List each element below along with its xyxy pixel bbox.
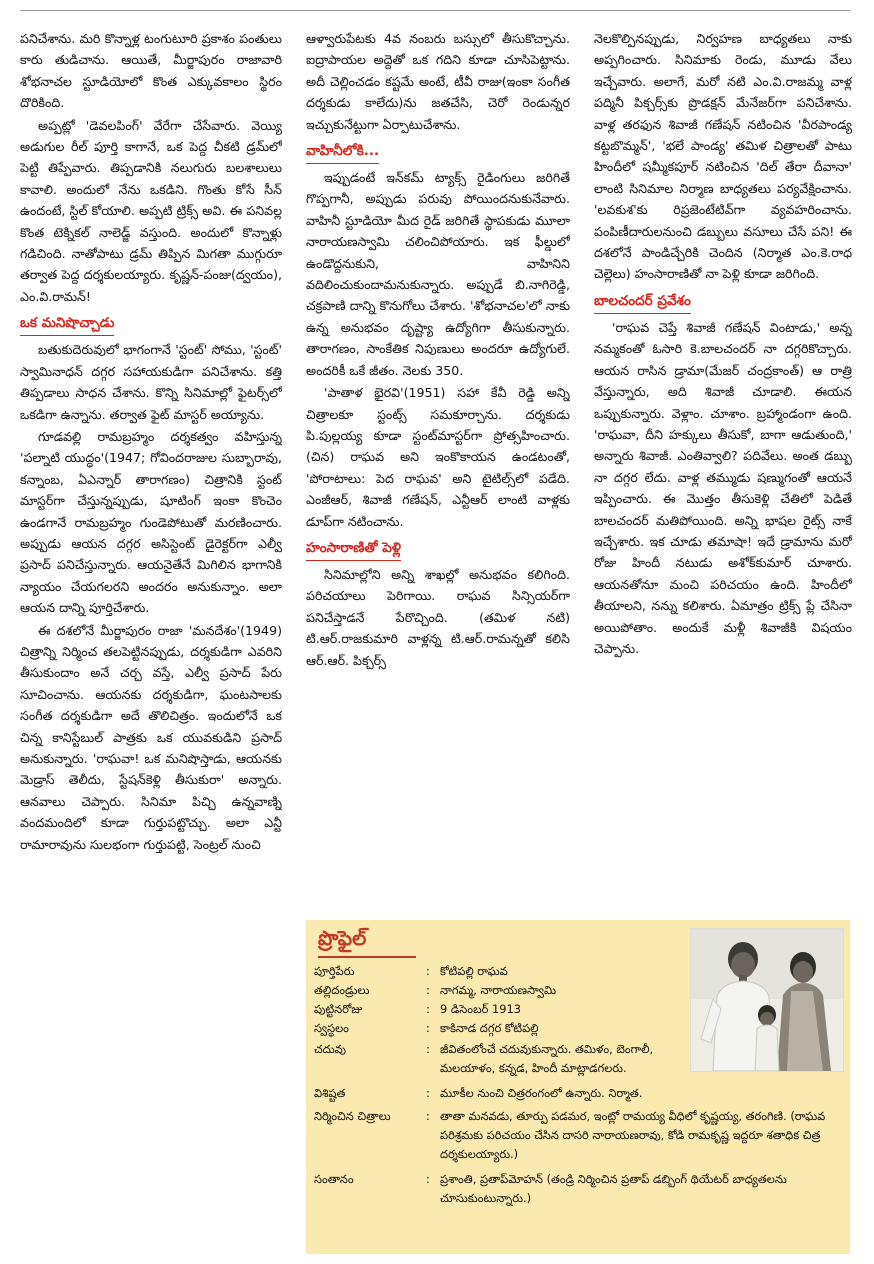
profile-value: కాకినాడ దగ్గర కోటిపల్లి	[440, 1021, 539, 1035]
subheading-hamsaranito-pelli: హంసారాణితో పెళ్లి	[306, 537, 401, 561]
profile-row	[314, 1000, 844, 1019]
paragraph: ఆళ్వారుపేటకు 4వ నంబరు బస్సులో తీసుకొచ్చాను. ఐద్రాపాయల అద్దెతో ఒక గదిని కూడా చూసిపెట్టాను. అదీ చెల్లించడం కష్టమే అంటే, టీవీ రాజు(ఇంకా సంగీత దర్శకుడు కాలేదు)ను జతచేసి, చెరో రెండున్నర ఇచ్చుకునేట్టుగా ఏర్పాటుచేశాను.	[306, 31, 570, 132]
profile-row	[314, 1019, 844, 1038]
profile-colon: :	[426, 1021, 430, 1035]
profile-value: జీవితంలోంచే చదువుకున్నారు. తమిళం, బెంగాలీ, మలయాళం, కన్నడ, హిందీ మాట్లాడగలరు.	[440, 1042, 654, 1075]
profile-colon: :	[426, 983, 430, 997]
top-rule	[20, 10, 850, 11]
profile-colon: :	[426, 1172, 430, 1186]
profile-row	[314, 962, 844, 981]
article-column-3	[594, 28, 852, 913]
profile-label: నిర్మించిన చిత్రాలు	[314, 1109, 391, 1123]
paragraph: గూడవల్లి రామబ్రహ్మం దర్శకత్వం వహిస్తున్న 'పల్నాటి యుద్ధం'(1947; గోవిందరాజుల సుబ్బారావు, కన్నాంబ, ఏఎన్నార్ తారాగణం) చిత్రానికి స్టంట్ మాస్టర్‌గా చేస్తున్నప్పుడు, షూటింగ్ ఇంకా కొంచెం ఉండగానే రామబ్రహ్మం గుండెపోటుతో మరణించారు. అప్పుడు ఆయన దగ్గర అసిస్టెంట్ డైరెక్టర్‌గా ఎల్వీ ప్రసాద్ పనిచేస్తున్నారు. ఆయనైతేనే మిగిలిన భాగానికి న్యాయం చేయగలరని అందరం అనుకున్నాం. అలా ఆయన దాన్ని పూర్తిచేశారు.	[20, 428, 282, 616]
paragraph: ఇప్పుడంటే ఇన్‌కమ్ ట్యాక్స్ రైడింగులు జరిగితే గొప్పగానీ, అప్పుడు పరువు పోయిందనుకునేవారు. వాహినీ స్టూడియో మీద రైడ్ జరిగితే స్థాపకుడు మూలా నారాయణస్వామి చలించిపోయారు. ఇక ఫీల్డులో ఉండొద్దనుకుని, వాహినిని వదిలించుకుందామనుకున్నారు. అప్పుడే బి.నాగిరెడ్డి, చక్రపాణి దాన్ని కొనుగోలు చేశారు. 'శోభనాచల'లో నాకు ఉన్న అనుభవం దృష్ట్యా ఉద్యోగిగా తీసుకున్నారు. తారాగణం, సాంకేతిక నిపుణులు అందరూ ఉద్యోగులే. అందరికీ ఒకే జీతం. నెలకు 350.	[306, 170, 570, 378]
profile-colon: :	[426, 1042, 430, 1056]
subheading-balachandar-pravesham: బాలచందర్ ప్రవేశం	[594, 290, 691, 314]
profile-box	[306, 920, 850, 1254]
profile-row	[314, 1170, 844, 1208]
profile-value: తాతా మనవడు, తూర్పు పడమర, ఇంట్లో రామయ్య వీధిలో కృష్ణయ్య, తరంగిణి. (రాఘవ పరిశ్రమకు పరిచయం చేసిన దాసరి నారాయణరావు, కోడి రామకృష్ణ ఇద్దరూ శతాధిక చిత్ర దర్శకులయ్యారు.)	[440, 1109, 826, 1161]
profile-label: విశిష్టత	[314, 1086, 346, 1100]
profile-table	[314, 962, 844, 1208]
profile-value: మూకీల నుంచి చిత్రరంగంలో ఉన్నారు. నిర్మాత.	[440, 1086, 643, 1100]
profile-colon: :	[426, 964, 430, 978]
paragraph: 'రాఘవ చెప్తే శివాజీ గణేషన్ వింటాడు,' అన్న నమ్మకంతో ఓసారి కె.బాలచందర్ నా దగ్గరికొచ్చారు. ఆయన రాసిన డ్రామా(మేజర్ చంద్రకాంత్) ఆ రాత్రి వేస్తున్నారు, అది శివాజీ చూడాలి. ఈయన ఒప్పుకున్నారు. వెళ్లాం. చూశాం. బ్రహ్మాండంగా ఉంది. 'రాఘవా, దీని హక్కులు తీసుకో, బాగా ఆడుతుంది,' అన్నారు శివాజీ. ఎంతివ్వాలి? పదివేలు. అంత డబ్బు నా దగ్గర లేదు. వాళ్ల తమ్ముడు షణ్ముగంతో ఆయనే ఇప్పించారు. ఈ మొత్తం తీసుకెళ్లి చేతిలో పెడితే బాలచందర్ మతిపోయింది. అన్ని భాషల రైట్స్ నాకే ఇచ్చేశారు. ఇక చూడు తమాషా! ఇదే డ్రామాను మరో రోజు హిందీ నటుడు అశోక్‌కుమార్ చూశారు. ఆయనతోనూ మంచి పరిచయం ఉంది. హిందీలో తీయాలని, నన్ను కలిశారు. ఏమాత్రం ట్రిక్స్ ప్లే చేసినా అయిపోతాం. అందుకే మళ్లీ శివాజీకి విషయం చెప్పాను.	[594, 319, 852, 656]
profile-value: 9 డిసెంబర్ 1913	[440, 1002, 521, 1016]
paragraph: ఈ దశలోనే మీర్జాపురం రాజా 'మనదేశం'(1949) చిత్రాన్ని నిర్మించ తలపెట్టినప్పుడు, దర్శకుడిగా ఎవరిని తీసుకుందాం అనే చర్చ వస్తే, ఎల్వీ ప్రసాద్ పేరు సూచించాను. ఆయనకు దర్శకుడిగా, ఘంటసాలకు సంగీత దర్శకుడిగా అదే తొలిచిత్రం. ఇందులోనే ఒక చిన్న కానిస్టేబుల్ పాత్రకు ఒక యువకుడిని ప్రసాద్ అనుకున్నారు. 'రాఘవా! ఒక మనిషొస్తాడు, ఆయనకు మెడ్రాస్ తెలీదు, స్టేషన్‌కెళ్లి తీసుకురా' అన్నారు. ఆనవాలు చెప్పారు. సినిమా పిచ్చి ఉన్నవాణ్ని వందమందిలో కూడా గుర్తుపట్టొచ్చు. అలా ఎన్టీ రామారావును సులభంగా గుర్తుపట్టి, సెంట్రల్ నుంచి	[20, 622, 282, 852]
article-column-2	[306, 28, 570, 913]
paragraph: బతుకుదెరువులో భాగంగానే 'స్టంట్' సోము, 'స్టంట్' స్వామినాధన్ దగ్గర సహాయకుడిగా పనిచేశాను. కత్తి తిప్పడాలు సాధన చేశాను. కొన్ని సినిమాల్లో ఫైటర్స్‌లో ఒకడిగా ఉన్నాను. తర్వాత ఫైట్ మాస్టర్ అయ్యాను.	[20, 342, 282, 422]
subheading-oka-manishochhadu: ఒక మనిషొచ్చాడు	[20, 312, 114, 336]
profile-colon: :	[426, 1086, 430, 1100]
paragraph: నెలకొల్పినప్పుడు, నిర్వహణ బాధ్యతలు నాకు అప్పగించారు. సినిమాకు రెండు, మూడు వేలు ఇచ్చేవారు. అలాగే, మరో నటి ఎం.వి.రాజమ్మ వాళ్ల పద్మినీ పిక్చర్స్‌కు ప్రొడక్షన్ మేనేజర్‌గా పనిచేశాను. వాళ్ల తరఫున శివాజీ గణేషన్ నటించిన 'వీరపాండ్య కట్టబొమ్మన్', 'భలే పాండ్య' తమిళ చిత్రాలతో పాటు హిందీలో షమ్మీకపూర్ నటించిన 'దిల్ తేరా దీవానా' లాంటి సినిమాల నిర్మాణ బాధ్యతలు పర్యవేక్షించాను. 'లవకుశ'కు రిప్రజెంటేటివ్‌గా వ్యవహరించాను. పంపిణీదారులనుంచి డబ్బులు వసూలు చేసే పని! ఈ దశలోనే పాండిచ్చేరికి చెందిన (నిర్మాత ఎం.కె.రాధ చెల్లెలు) హంసారాణితో నా పెళ్లి కూడా జరిగింది.	[594, 31, 852, 282]
profile-label: తల్లిదండ్రులు	[314, 983, 370, 997]
profile-row	[314, 1084, 844, 1103]
profile-row	[314, 1040, 844, 1078]
profile-label: పుట్టినరోజు	[314, 1002, 363, 1016]
profile-colon: :	[426, 1002, 430, 1016]
profile-heading: ప్రొఫైల్	[318, 926, 367, 950]
profile-value: ప్రశాంతి, ప్రతాప్‌మోహన్ (తండ్రి నిర్మించిన ప్రతాప్ డబ్బింగ్ థియేటర్ బాధ్యతలను చూసుకుంటున్నారు.)	[440, 1172, 787, 1205]
article-column-1	[20, 28, 282, 1253]
profile-row	[314, 981, 844, 1000]
profile-value: కోటిపల్లి రాఘవ	[440, 964, 508, 978]
profile-label: స్వస్థలం	[314, 1021, 349, 1035]
profile-label: చదువు	[314, 1042, 347, 1056]
subheading-vahinilo: వాహినీలోకి...	[306, 140, 379, 164]
paragraph: పనిచేశాను. మరి కొన్నాళ్ల టంగుటూరి ప్రకాశం పంతులు కారు తుడిచాను. ఆయితే, మీర్జాపురం రాజావారి శోభనాచల స్టూడియోలో కొంత ఎక్కువకాలం స్థిరం దొరికింది.	[20, 31, 282, 111]
profile-label: పూర్తిపేరు	[314, 964, 355, 978]
paragraph: అప్పట్లో 'డెవలపింగ్' వేరేగా చేసేవారు. వెయ్యి అడుగుల రీల్ పూర్తి కాగానే, ఒక పెద్ద చీకటి డ్రమ్‌లో పెట్టి తిప్పేవారు. తిప్పడానికి నలుగురు బలశాలులు కావాలి. అందులో నేను ఒకడిని. గొంతు కోసే సీన్ ఉందంటే, స్టిల్ కోయాలి. అప్పటి ట్రిక్స్ అవి. ఈ పనివల్ల కొంత టెక్నికల్ నాలెడ్జ్ వస్తుంది. అందులో కొన్నాళ్లు గడిచింది. నాతోపాటు డ్రమ్ తిప్పిన మిగతా ముగ్గురూ తర్వాత పెద్ద దర్శకులయ్యారు. కృష్ణన్-పంజు(ద్వయం), ఎం.వి.రామన్!	[20, 117, 282, 304]
paragraph: సినిమాల్లోని అన్ని శాఖల్లో అనుభవం కలిగింది. పరిచయాలు పెరిగాయి. రాఘవ సిన్సియర్‌గా పనిచేస్తాడనే పేరొచ్చింది. (తమిళ నటి) టి.ఆర్.రాజకుమారి వాళ్లన్న టి.ఆర్.రామన్నతో కలిసి ఆర్.ఆర్. పిక్చర్స్	[306, 566, 570, 668]
profile-label: సంతానం	[314, 1172, 354, 1186]
profile-value: నాగమ్మ, నారాయణస్వామి	[440, 983, 557, 997]
profile-row	[314, 1107, 844, 1164]
profile-colon: :	[426, 1109, 430, 1123]
profile-heading-underline	[318, 956, 416, 958]
paragraph: 'పాతాళ భైరవి'(1951) సహా కేవీ రెడ్డి అన్ని చిత్రాలకూ స్టంట్స్ సమకూర్చాను. దర్శకుడు పి.పుల్లయ్య కూడా స్టంట్‌మాస్టర్‌గా ప్రోత్సహించారు. (చిన) రాఘవ అని ఇంకొకాయన ఉండటంతో, 'పోరాటాలు: పెద రాఘవ' అని టైటిల్స్‌లో పడేది. ఎంజీఆర్, శివాజీ గణేషన్, ఎన్టీఆర్ లాంటి వాళ్లకు డూప్‌గా నటించాను.	[306, 385, 570, 529]
